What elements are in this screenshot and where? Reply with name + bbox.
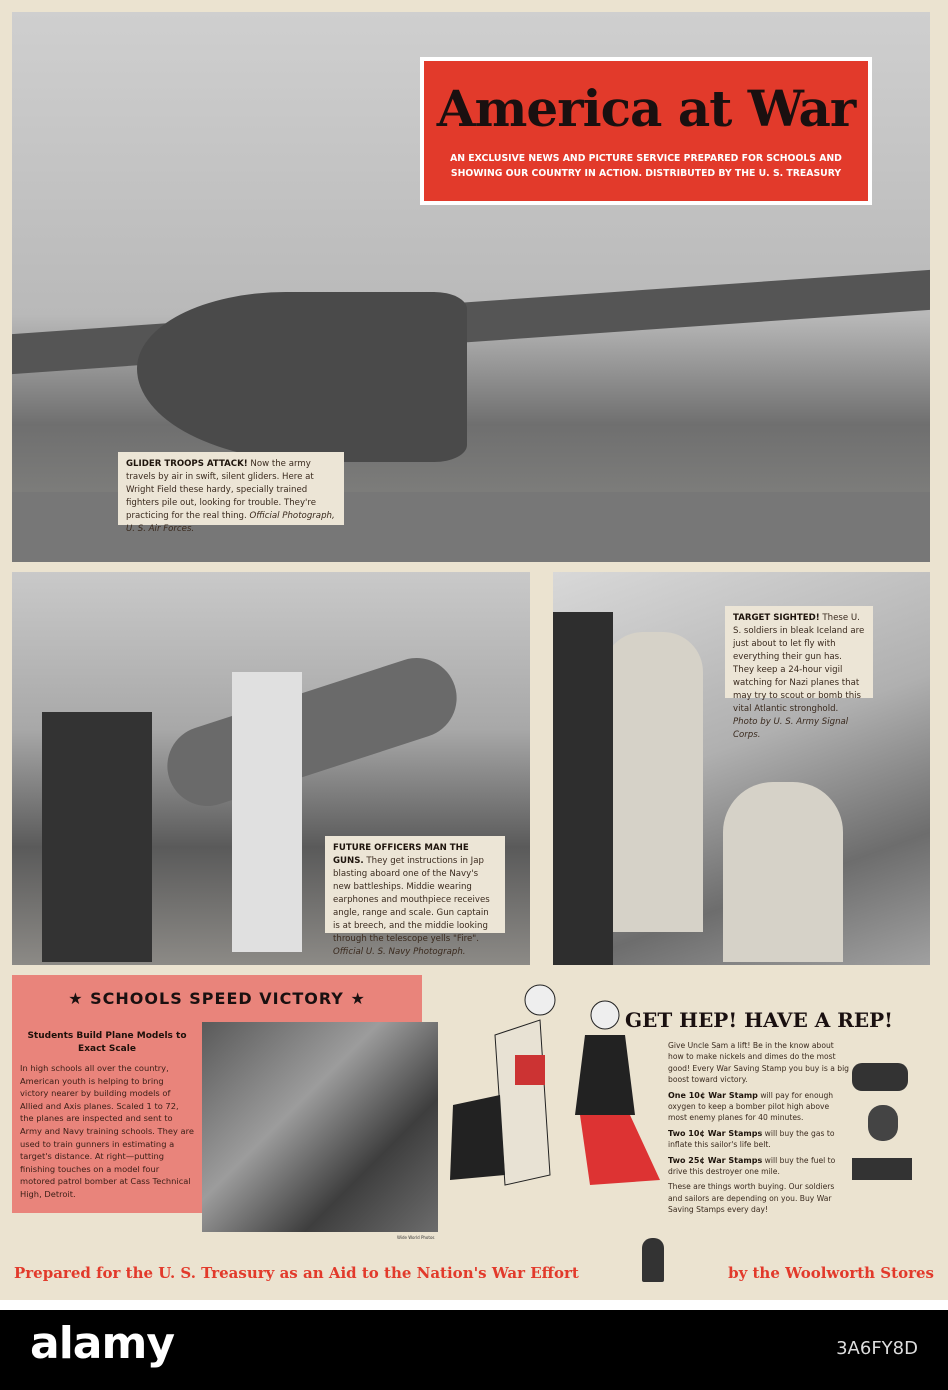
poster-subtitle [424,151,868,181]
gun-barrel [157,648,467,817]
footer [14,1236,934,1282]
article-heading: Students Build Plane Models to Exact Scale [27,1031,187,1054]
soldier-figure [723,782,843,962]
caption-credit: Official U. S. Navy Photograph. [333,947,466,957]
subtitle-line: SHOWING OUR COUNTRY IN ACTION. DISTRIBUTED BY THE U. S. TREASURY [450,168,842,179]
stamp-item [668,1128,850,1151]
caption-heading: TARGET SIGHTED! [733,613,820,623]
caption-body: They get instructions in Jap blasting aboard one of the Navy's new battleships. Middie wearing earphones and mouthpiece receives angle, range and scale. Gun captain is at breech, and the middie looking through the telescope yells "Fire". [333,856,490,944]
stamp-item [668,1090,850,1124]
watermark-bar [0,1310,948,1390]
stamp-item [668,1155,850,1178]
target-caption [725,606,873,740]
schools-speed-victory-banner: ★ SCHOOLS SPEED VICTORY ★ [12,975,422,1022]
subtitle-line: AN EXCLUSIVE NEWS AND PICTURE SERVICE PREPARED FOR SCHOOLS AND [450,153,842,164]
plane-models-article [12,1022,202,1213]
plane-models-photo [202,1022,438,1232]
poster-title: America at War [436,79,856,138]
stamp-item-text: will buy the gas to inflate this sailor's life belt. [668,1128,835,1150]
title-banner [420,57,872,205]
war-stamps-text [668,1040,850,1220]
stamp-item-text: will pay for enough oxygen to keep a bomber pilot high above most enemy planes for 40 minutes. [668,1090,834,1123]
gun-mount [553,612,613,965]
caption-credit: Official Photograph, U. S. Air Forces. [126,511,335,534]
cadet-figure [42,712,152,962]
stamp-item-bold: One 10¢ War Stamp [668,1090,758,1100]
photo-credit: Wide World Photos [397,1235,435,1240]
alamy-logo: alamy [30,1318,174,1369]
glider-fuselage [137,292,467,462]
caption-body: Now the army travels by air in swift, silent gliders. Here at Wright Field these hardy, specially trained fighters pile out, looking for trouble. They're practicing for the real thing. [126,459,317,521]
article-body: In high schools all over the country, American youth is helping to bring victory nearer by building models of Allied and Axis planes. Scaled 1 to 72, the planes are inspected and sent to Army and Navy training schools. They are used to train gunners in estimating a target's distance. At right—putting finishing touches on a model four motored patrol bomber at Cass Technical High, Detroit. [20,1063,194,1199]
stamps-headline: GET HEP! HAVE A REP! [625,1008,893,1032]
caption-heading: GLIDER TROOPS ATTACK! [126,459,248,469]
minuteman-icon [642,1238,664,1282]
stamps-outro: These are things worth buying. Our soldiers and sailors are depending on you. Buy War Saving Stamps every day! [668,1182,835,1215]
stamps-intro: Give Uncle Sam a lift! Be in the know about how to make nickels and dimes do the most good! Every War Saving Stamp you buy is a big boost toward victory. [668,1041,850,1085]
caption-credit: Photo by U. S. Army Signal Corps. [733,717,849,740]
middie-figure [232,672,302,952]
destroyer-icon [852,1158,912,1180]
image-id: 3A6FY8D [836,1338,918,1359]
footer-left: Prepared for the U. S. Treasury as an Aid to the Nation's War Effort [14,1264,579,1282]
glider-caption [118,452,344,534]
sailor-icon [868,1105,898,1141]
stamp-item-bold: Two 10¢ War Stamps [668,1128,763,1138]
footer-right: by the Woolworth Stores [728,1264,934,1282]
bomber-icon [852,1063,908,1091]
caption-body: These U. S. soldiers in bleak Iceland are just about to let fly with everything their gun has. They keep a 24-hour vigil watching for Nazi planes that may try to scout or bomb this vital Atlantic stronghold. [733,613,865,714]
caption-heading: FUTURE OFFICERS MAN THE GUNS. [333,843,469,866]
stamp-item-text: will buy the fuel to drive this destroyer one mile. [668,1155,836,1177]
stamp-item-bold: Two 25¢ War Stamps [668,1155,763,1165]
soldier-figure [603,632,703,932]
officers-caption [325,836,505,957]
